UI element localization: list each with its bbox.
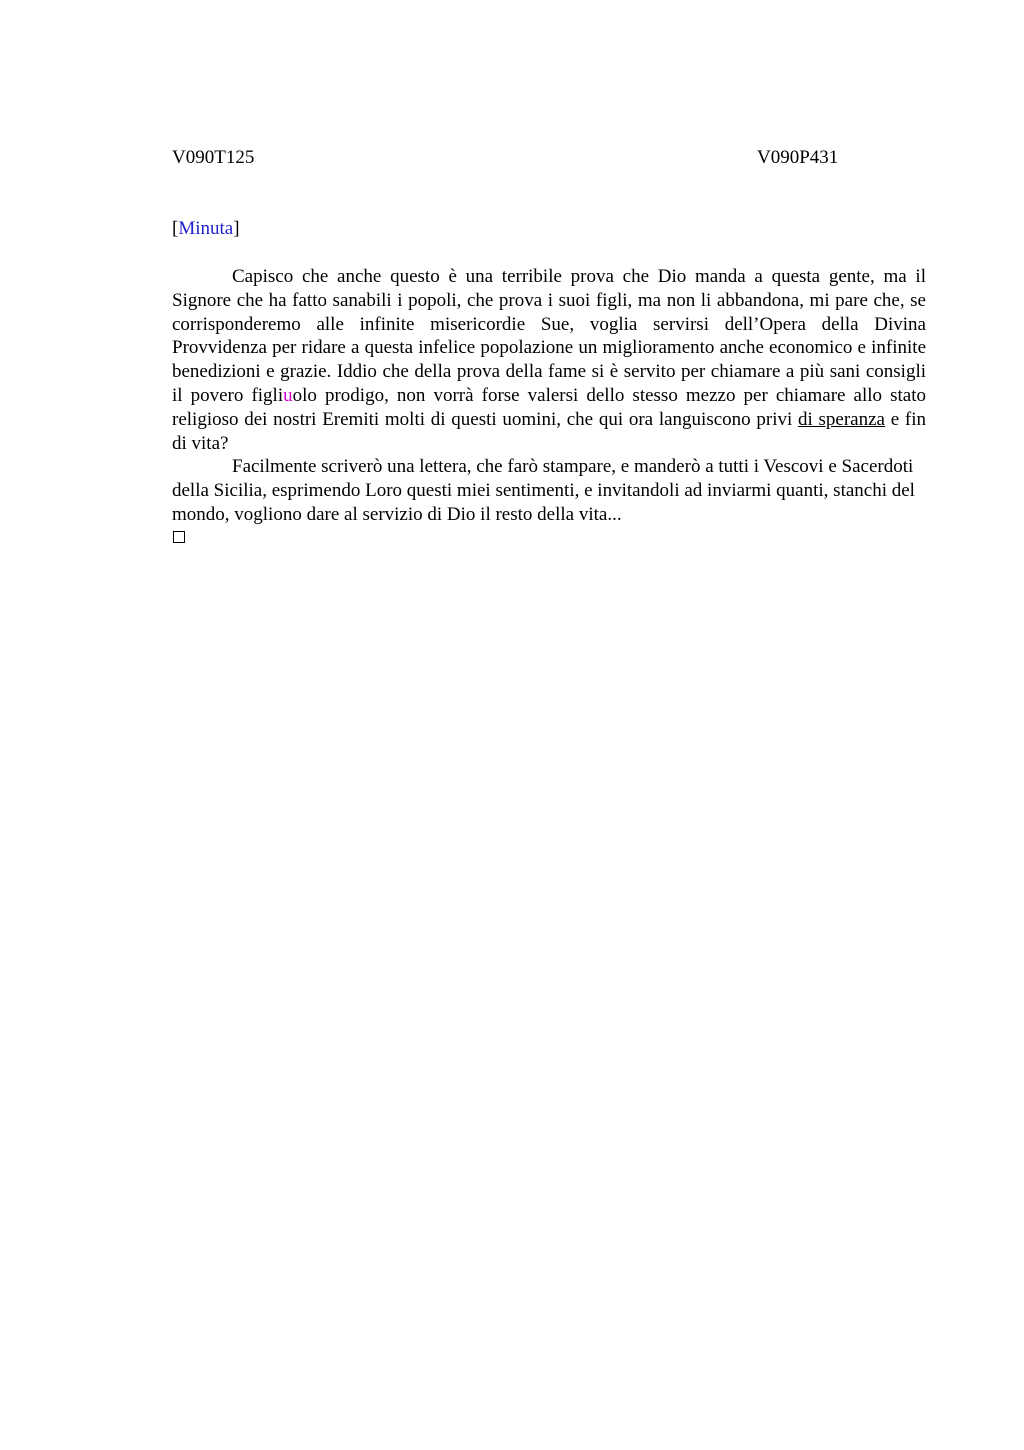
document-reference-left: V090T125 [172,147,255,168]
document-heading [172,218,240,240]
heading-open-bracket: [ [172,218,179,239]
paragraph-1-part-3: e fin di vita? [172,408,926,454]
empty-square-icon [173,531,185,543]
document-body [172,265,926,527]
highlighted-letter: u [283,384,293,406]
heading-word: Minuta [178,218,234,239]
heading-close-bracket: ] [233,218,240,239]
document-reference-right: V090P431 [757,147,839,168]
paragraph-1-part-2: olo prodigo, non vorrà forse valersi dello stesso mezzo per chiamare allo stato religioso dei nostri Eremiti molti di questi uomini, che qui ora languiscono privi [172,384,926,430]
paragraph-2: Facilmente scriverò una lettera, che farò stampare, e manderò a tutti i Vescovi e Sacerdoti della Sicilia, esprimendo Loro questi miei sentimenti, e invitandoli ad inviarmi quanti, stanchi del mondo, vogliono dare al servizio di Dio il resto della vita... [172,456,915,525]
paragraph-1-part-1: Capisco che anche questo è una terribile prova che Dio manda a questa gente, ma il Signore che ha fatto sanabili i popoli, che prova i suoi figli, ma non li abbandona, mi pare che, se corrisponderemo alle infinite misericordie Sue, voglia servirsi dell’Opera della Divina Provvidenza per ridare a questa infelice popolazione un miglioramento anche economico e infinite benedizioni e grazie. Iddio che della prova della fame si è servito per chiamare a più sani consigli il povero figli [172,266,926,406]
underlined-phrase: di speranza [798,408,885,430]
paragraph-1 [172,265,926,455]
